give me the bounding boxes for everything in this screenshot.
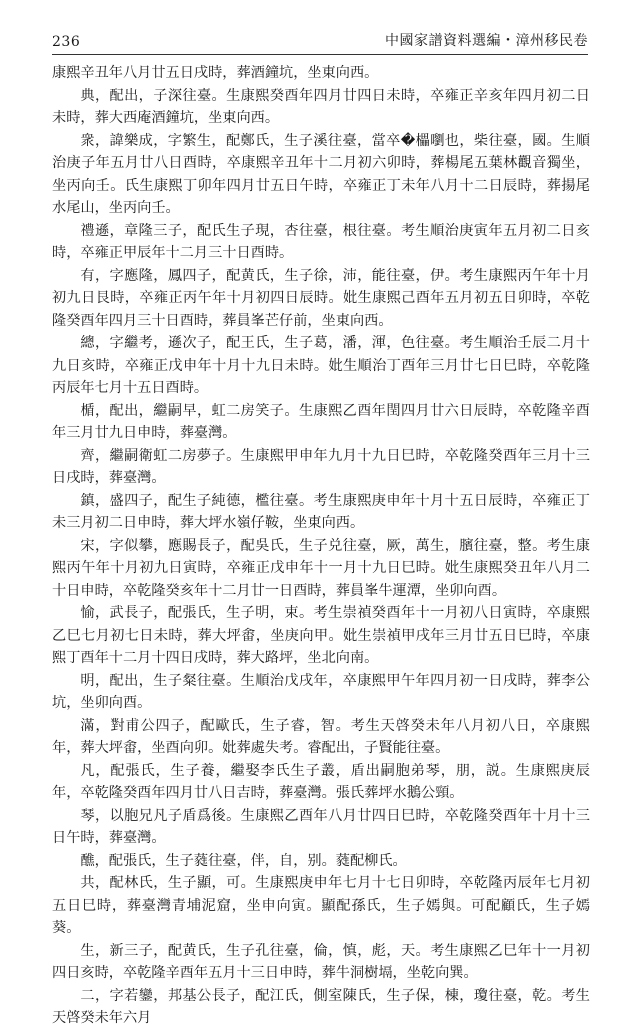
paragraph: 琴，以胞兄凡子盾爲後。生康熙乙酉年八月廿四日巳時，卒乾隆癸酉年十月十三日午時，葬臺灣。 xyxy=(52,807,590,846)
paragraph: 凡，配張氏，生子養，繼娶李氏生子叢，盾出嗣胞弟琴，朋，説。生康熙庚辰年，卒乾隆癸酉年四月廿八日吉時，葬臺灣。張氏葬坪水鵝公頸。 xyxy=(52,762,590,801)
body-text xyxy=(52,62,590,1030)
paragraph: 滿，對甫公四子，配歐氏，生子睿，智。考生天啓癸未年八月初八日，卒康熙年，葬大坪畬，坐酉向卯。妣葬處失考。睿配出，子賢能往臺。 xyxy=(52,717,590,756)
paragraph: 宋，字似攀，應賜長子，配吳氏，生子兑往臺，厥，萬生，臏往臺，整。考生康熙丙午年十月初九日寅時，卒雍正戊申年十一月十九日巳時。妣生康熙癸丑年八月二十日申時，卒乾隆癸亥年十二月廿一日酉時，葬員峯牛運潭，坐卯向酉。 xyxy=(52,537,590,599)
paragraph: 有，字應隆，鳳四子，配黄氏，生子徐，沛，能往臺，伊。考生康熙丙午年十月初九日艮時，卒雍正丙午年十月初四日辰時。妣生康熙己酉年五月初五日卯時，卒乾隆癸酉年四月三十日酉時，葬員峯芒仔前，坐東向西。 xyxy=(52,267,590,329)
paragraph: 醮，配張氏，生子蕤往臺，伴，自，别。蕤配柳氏。 xyxy=(80,852,407,869)
paragraph: 康熙辛丑年八月廿五日戌時，葬酒鐘坑，坐東向西。 xyxy=(52,65,379,81)
paragraph: 禮遜，章隆三子，配氏生子現，杏往臺，根往臺。考生順治庚寅年五月初二日亥時，卒雍正甲辰年十二月三十日酉時。 xyxy=(52,222,590,261)
paragraph: 總，字繼考，遜次子，配王氏，生子葛，潘，渾，色往臺。考生順治壬辰二月十九日亥時，卒雍正戊申年十月十九日未時。妣生順治丁酉年三月廿七日巳時，卒乾隆丙辰年七月十五日酉時。 xyxy=(52,335,590,396)
paragraph: 共，配林氏，生子顯，可。生康熙庚申年七月十七日卯時，卒乾隆丙辰年七月初五日巳時，葬臺灣青埔泥窟，坐申向寅。顯配孫氏，生子嫣與。可配顧氏，生子嫣葵。 xyxy=(52,875,590,936)
paragraph: 典，配出，子深往臺。生康熙癸酉年四月廿四日未時，卒雍正辛亥年四月初二日未時，葬大西庵酒鐘坑，坐東向西。 xyxy=(52,87,590,126)
paragraph: 楯，配出，繼嗣早，虹二房笑子。生康熙乙酉年閏四月廿六日辰時，卒乾隆辛酉年三月廿九日申時，葬臺灣。 xyxy=(52,402,590,441)
page-number: 236 xyxy=(52,34,81,50)
paragraph: 二，字若鑾，邦基公長子，配江氏，側室陳氏，生子保，棟，瓊往臺，乾。考生天啓癸未年六月 xyxy=(52,987,590,1026)
running-title: 中國家譜資料選編・漳州移民卷 xyxy=(385,33,588,49)
paragraph: 愉，武長子，配張氏，生子明，束。考生崇禎癸酉年十一月初八日寅時，卒康熙乙巳七月初七日未時，葬大坪畬，坐庚向甲。妣生崇禎甲戌年三月廿五日巳時，卒康熙丁酉年十二月十四日戌時，葬大路坪，坐北向南。 xyxy=(52,605,590,666)
paragraph: 明，配出，生子粲往臺。生順治戊戌年，卒康熙甲午年四月初一日戌時，葬李公坑，坐卯向酉。 xyxy=(52,672,590,711)
paragraph: 齊，繼嗣衛虹二房夢子。生康熙甲申年九月十九日巳時，卒乾隆癸酉年三月十三日戌時，葬臺灣。 xyxy=(52,447,590,486)
paragraph: 鎮，盛四子，配生子純德，檻往臺。考生康熙庚申年十月十五日辰時，卒雍正丁未三月初二日申時，葬大坪水嶺仔鞍，坐東向西。 xyxy=(52,492,590,531)
paragraph: 衆，諱樂成，字繁生，配鄭氏，生子溪往臺，當卒�櫑嚠也，柴往臺，國。生順治庚子年五月廿八日酉時，卒康熙辛丑年十二月初六卯時，葬楊尾五葉林觀音獨坐，坐丙向壬。氏生康熙丁卯年四月廿五日午時，卒雍正丁未年八月十二日辰時，葬揚尾水尾山，坐丙向壬。 xyxy=(52,132,590,216)
paragraph: 生，新三子，配黄氏，生子孔往臺，倫，慎，彪，天。考生康熙乙巳年十一月初四日亥時，卒乾隆辛酉年五月十三日申時，葬牛洞樹塥，坐乾向巽。 xyxy=(52,942,590,981)
page-header xyxy=(52,28,588,55)
